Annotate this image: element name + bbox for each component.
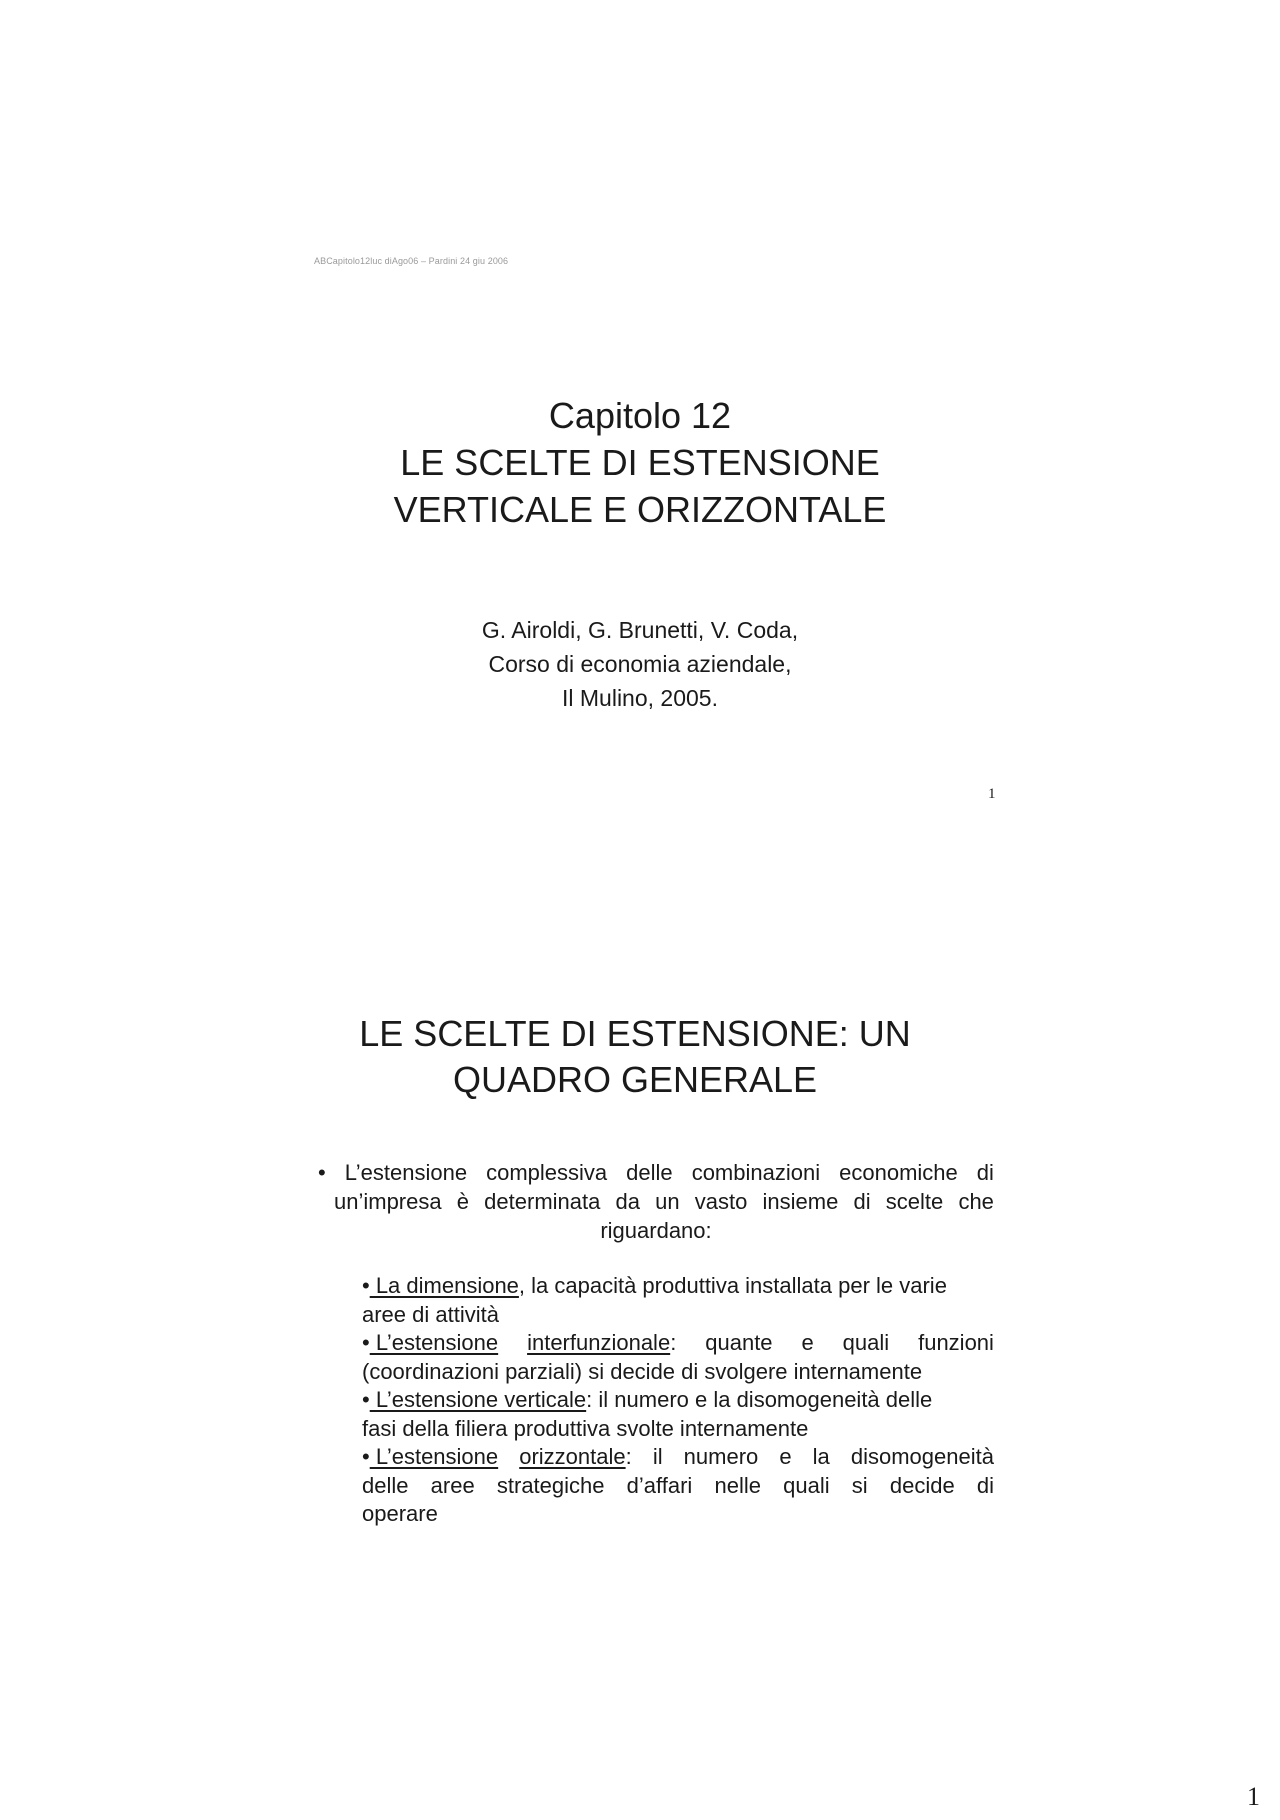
word: combinazioni bbox=[691, 1160, 821, 1185]
bullet: • bbox=[362, 1330, 370, 1355]
word: economiche bbox=[839, 1160, 958, 1185]
word: di bbox=[976, 1160, 994, 1185]
word: determinata bbox=[484, 1189, 601, 1214]
authors-line: Il Mulino, 2005. bbox=[562, 685, 718, 711]
word: riguardano: bbox=[600, 1218, 712, 1243]
item-text: fasi della filiera produttiva svolte internamente bbox=[362, 1415, 809, 1441]
word: la bbox=[812, 1444, 830, 1469]
list-item-line bbox=[362, 1301, 994, 1330]
term-word: orizzontale bbox=[519, 1444, 626, 1469]
authors-line: Corso di economia aziendale, bbox=[488, 651, 792, 677]
intro-paragraph bbox=[318, 1158, 994, 1245]
intro-line-3 bbox=[318, 1216, 994, 1245]
word: decide bbox=[889, 1472, 955, 1498]
slide2-title-line: LE SCELTE DI ESTENSIONE: UN bbox=[359, 1013, 911, 1054]
word: : bbox=[670, 1330, 677, 1355]
word: di bbox=[853, 1189, 871, 1214]
word: e bbox=[801, 1330, 814, 1355]
term-word: L’estensione bbox=[369, 1330, 499, 1355]
word: numero bbox=[683, 1444, 759, 1469]
bullet: • bbox=[362, 1444, 370, 1469]
intro-line-2 bbox=[318, 1187, 994, 1216]
bullet: • bbox=[362, 1273, 370, 1298]
term-word: L’estensione bbox=[369, 1444, 499, 1469]
word: d’affari bbox=[626, 1472, 693, 1498]
slide1-title-line: VERTICALE E ORIZZONTALE bbox=[393, 489, 887, 530]
slide2-title bbox=[300, 1011, 970, 1103]
slide1-title-line: Capitolo 12 bbox=[548, 395, 732, 436]
word: strategiche bbox=[496, 1472, 605, 1498]
term-dimensione: La dimensione bbox=[369, 1273, 519, 1298]
item-text: : il numero e la disomogeneità delle bbox=[586, 1387, 933, 1412]
list-item-line bbox=[362, 1358, 994, 1387]
word: quali bbox=[783, 1472, 830, 1498]
word: è bbox=[456, 1189, 470, 1214]
list-item-line bbox=[362, 1500, 994, 1529]
intro-line-1 bbox=[318, 1158, 994, 1187]
word: da bbox=[615, 1189, 640, 1214]
slide1-title-line: LE SCELTE DI ESTENSIONE bbox=[400, 442, 880, 483]
word: L’estensione bbox=[344, 1160, 468, 1185]
word: scelte bbox=[885, 1189, 944, 1214]
term-word: interfunzionale bbox=[527, 1330, 671, 1355]
word: disomogeneità bbox=[850, 1444, 994, 1469]
slide2-title-line: QUADRO GENERALE bbox=[452, 1059, 818, 1100]
bullet: • bbox=[318, 1160, 326, 1185]
word: : bbox=[625, 1444, 632, 1469]
term-verticale: L’estensione verticale bbox=[369, 1387, 587, 1412]
word: complessiva bbox=[486, 1160, 608, 1185]
slide1-authors bbox=[390, 613, 890, 715]
word: delle bbox=[626, 1160, 673, 1185]
word: di bbox=[976, 1472, 994, 1498]
item-text: operare bbox=[362, 1501, 438, 1526]
sub-bullet-list bbox=[362, 1272, 994, 1529]
authors-line: G. Airoldi, G. Brunetti, V. Coda, bbox=[481, 617, 799, 643]
list-item-line bbox=[362, 1386, 994, 1415]
list-item-line bbox=[362, 1443, 994, 1472]
word: nelle bbox=[714, 1472, 761, 1498]
slide1-title bbox=[340, 392, 940, 533]
word: e bbox=[779, 1444, 792, 1469]
word: aree bbox=[430, 1472, 475, 1498]
word: delle bbox=[362, 1472, 409, 1498]
word: funzioni bbox=[918, 1330, 994, 1355]
word: che bbox=[958, 1189, 994, 1214]
word: quali bbox=[842, 1330, 890, 1355]
word: il bbox=[652, 1444, 663, 1469]
header-note: ABCapitolo12luc diAgo06 – Pardini 24 giu 2006 bbox=[314, 256, 509, 266]
word: un bbox=[655, 1189, 680, 1214]
bullet: • bbox=[362, 1387, 370, 1412]
slide1-number: 1 bbox=[988, 786, 996, 802]
list-item-line bbox=[362, 1272, 994, 1301]
word: un’impresa bbox=[334, 1189, 442, 1214]
word: insieme bbox=[762, 1189, 839, 1214]
word: quante bbox=[705, 1330, 773, 1355]
list-item-line bbox=[362, 1415, 994, 1444]
item-text: (coordinazioni parziali) si decide di svolgere internamente bbox=[362, 1358, 923, 1384]
item-text: aree di attività bbox=[362, 1301, 499, 1327]
list-item-line bbox=[362, 1472, 994, 1501]
word: vasto bbox=[694, 1189, 748, 1214]
word: si bbox=[851, 1472, 868, 1498]
page-number: 1 bbox=[1247, 1782, 1260, 1811]
list-item-line bbox=[362, 1329, 994, 1358]
item-text: , la capacità produttiva installata per le varie bbox=[518, 1273, 947, 1298]
